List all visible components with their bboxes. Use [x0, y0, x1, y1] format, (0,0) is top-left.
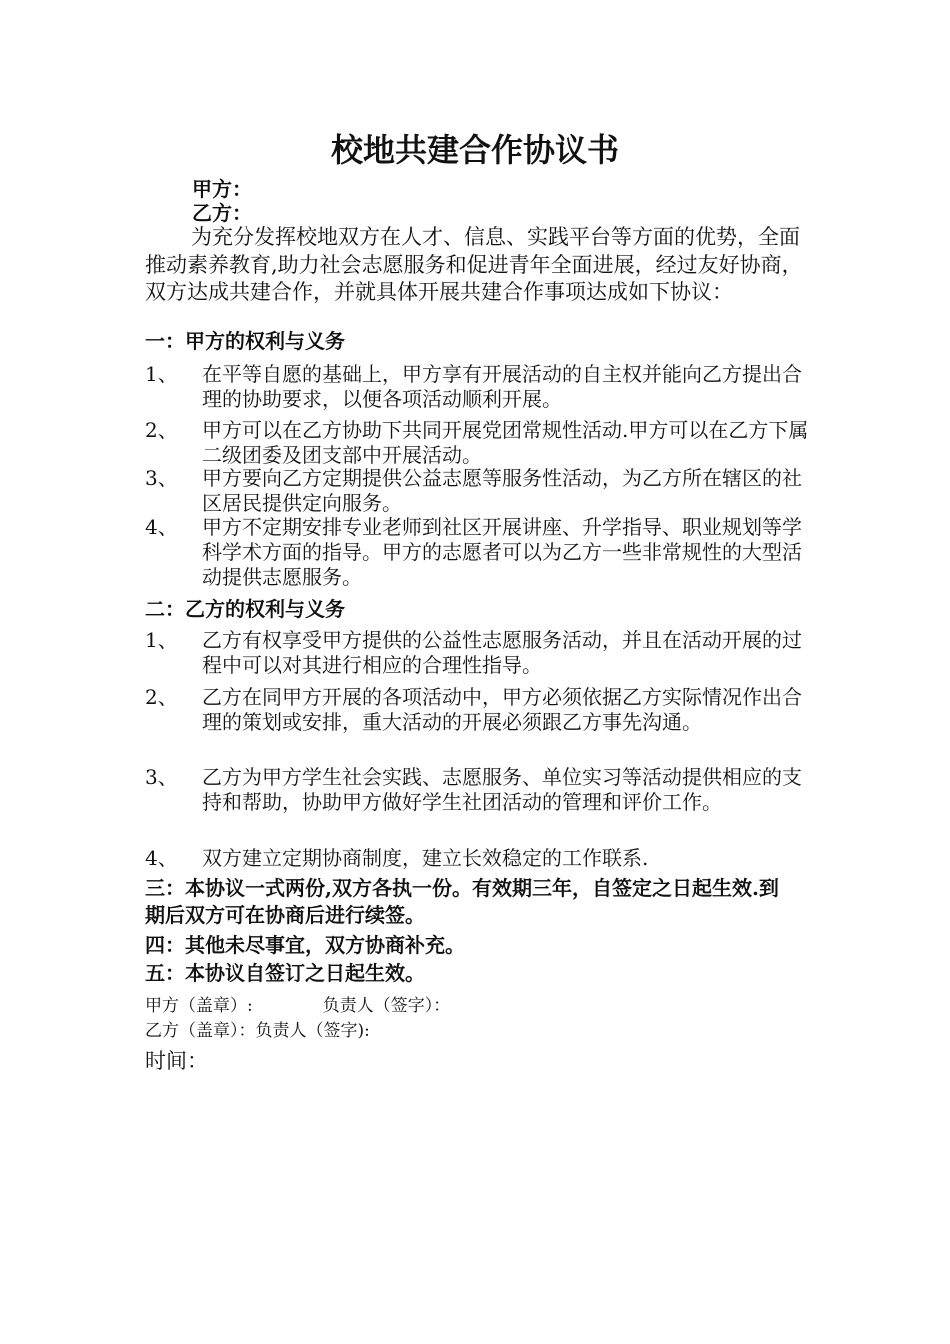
section-2-item	[145, 628, 810, 678]
party-b-label: 乙方：	[192, 201, 252, 225]
section-3-text: 三：本协议一式两份,双方各执一份。有效期三年，自签定之日起生效.到期后双方可在协商后进行续签。	[145, 876, 779, 927]
document-title: 校地共建合作协议书	[330, 131, 619, 169]
item-text: 甲方要向乙方定期提供公益志愿等服务性活动，为乙方所在辖区的社区居民提供定向服务。	[202, 466, 802, 515]
intro-paragraph	[145, 224, 810, 307]
party-a-label: 甲方：	[192, 177, 252, 201]
item-text: 乙方有权享受甲方提供的公益性志愿服务活动，并且在活动开展的过程中可以对其进行相应的合理性指导。	[202, 628, 802, 677]
section-2-item	[145, 765, 810, 815]
item-number: 2、	[145, 418, 178, 442]
section-2-heading: 二：乙方的权利与义务	[145, 597, 345, 621]
section-2-item	[145, 846, 810, 871]
item-text: 在平等自愿的基础上，甲方享有开展活动的自主权并能向乙方提出合理的协助要求，以便各项活动顺利开展。	[202, 362, 802, 411]
party-a-seal-label: 甲方（盖章）:	[145, 996, 253, 1016]
item-text: 乙方在同甲方开展的各项活动中，甲方必须依据乙方实际情况作出合理的策划或安排，重大活动的开展必须跟乙方事先沟通。	[202, 685, 802, 734]
item-number: 3、	[145, 765, 178, 789]
section-4-text: 四：其他未尽事宜，双方协商补充。	[145, 933, 465, 957]
item-text: 双方建立定期协商制度，建立长效稳定的工作联系.	[202, 846, 649, 870]
item-number: 1、	[145, 362, 178, 386]
item-text: 甲方可以在乙方协助下共同开展党团常规性活动.甲方可以在乙方下属二级团委及团支部中开展活动。	[202, 418, 809, 467]
section-1-item	[145, 418, 810, 468]
item-number: 1、	[145, 628, 178, 652]
item-number: 4、	[145, 515, 178, 539]
item-text: 乙方为甲方学生社会实践、志愿服务、单位实习等活动提供相应的支持和帮助，协助甲方做好学生社团活动的管理和评价工作。	[202, 765, 802, 814]
intro-text: 为充分发挥校地双方在人才、信息、实践平台等方面的优势，全面推动素养教育,助力社会志愿服务和促进青年全面进展，经过友好协商，双方达成共建合作，并就具体开展共建合作事项达成如下协议：	[145, 225, 803, 304]
party-a-signer-label: 负责人（签字）：	[322, 996, 451, 1016]
signature-line-party-a	[145, 995, 450, 1017]
item-number: 3、	[145, 466, 178, 490]
section-1-item	[145, 515, 810, 590]
time-label: 时间：	[145, 1049, 208, 1073]
item-number: 4、	[145, 846, 178, 870]
signature-line-party-b: 乙方（盖章）：负责人（签字):	[145, 1021, 370, 1041]
section-1-item	[145, 362, 810, 412]
item-number: 2、	[145, 685, 178, 709]
section-1-item	[145, 466, 810, 516]
section-5-text: 五：本协议自签订之日起生效。	[145, 961, 425, 985]
section-1-heading: 一：甲方的权利与义务	[145, 329, 345, 353]
item-text: 甲方不定期安排专业老师到社区开展讲座、升学指导、职业规划等学科学术方面的指导。甲方的志愿者可以为乙方一些非常规性的大型活动提供志愿服务。	[202, 515, 802, 589]
section-2-item	[145, 685, 810, 735]
